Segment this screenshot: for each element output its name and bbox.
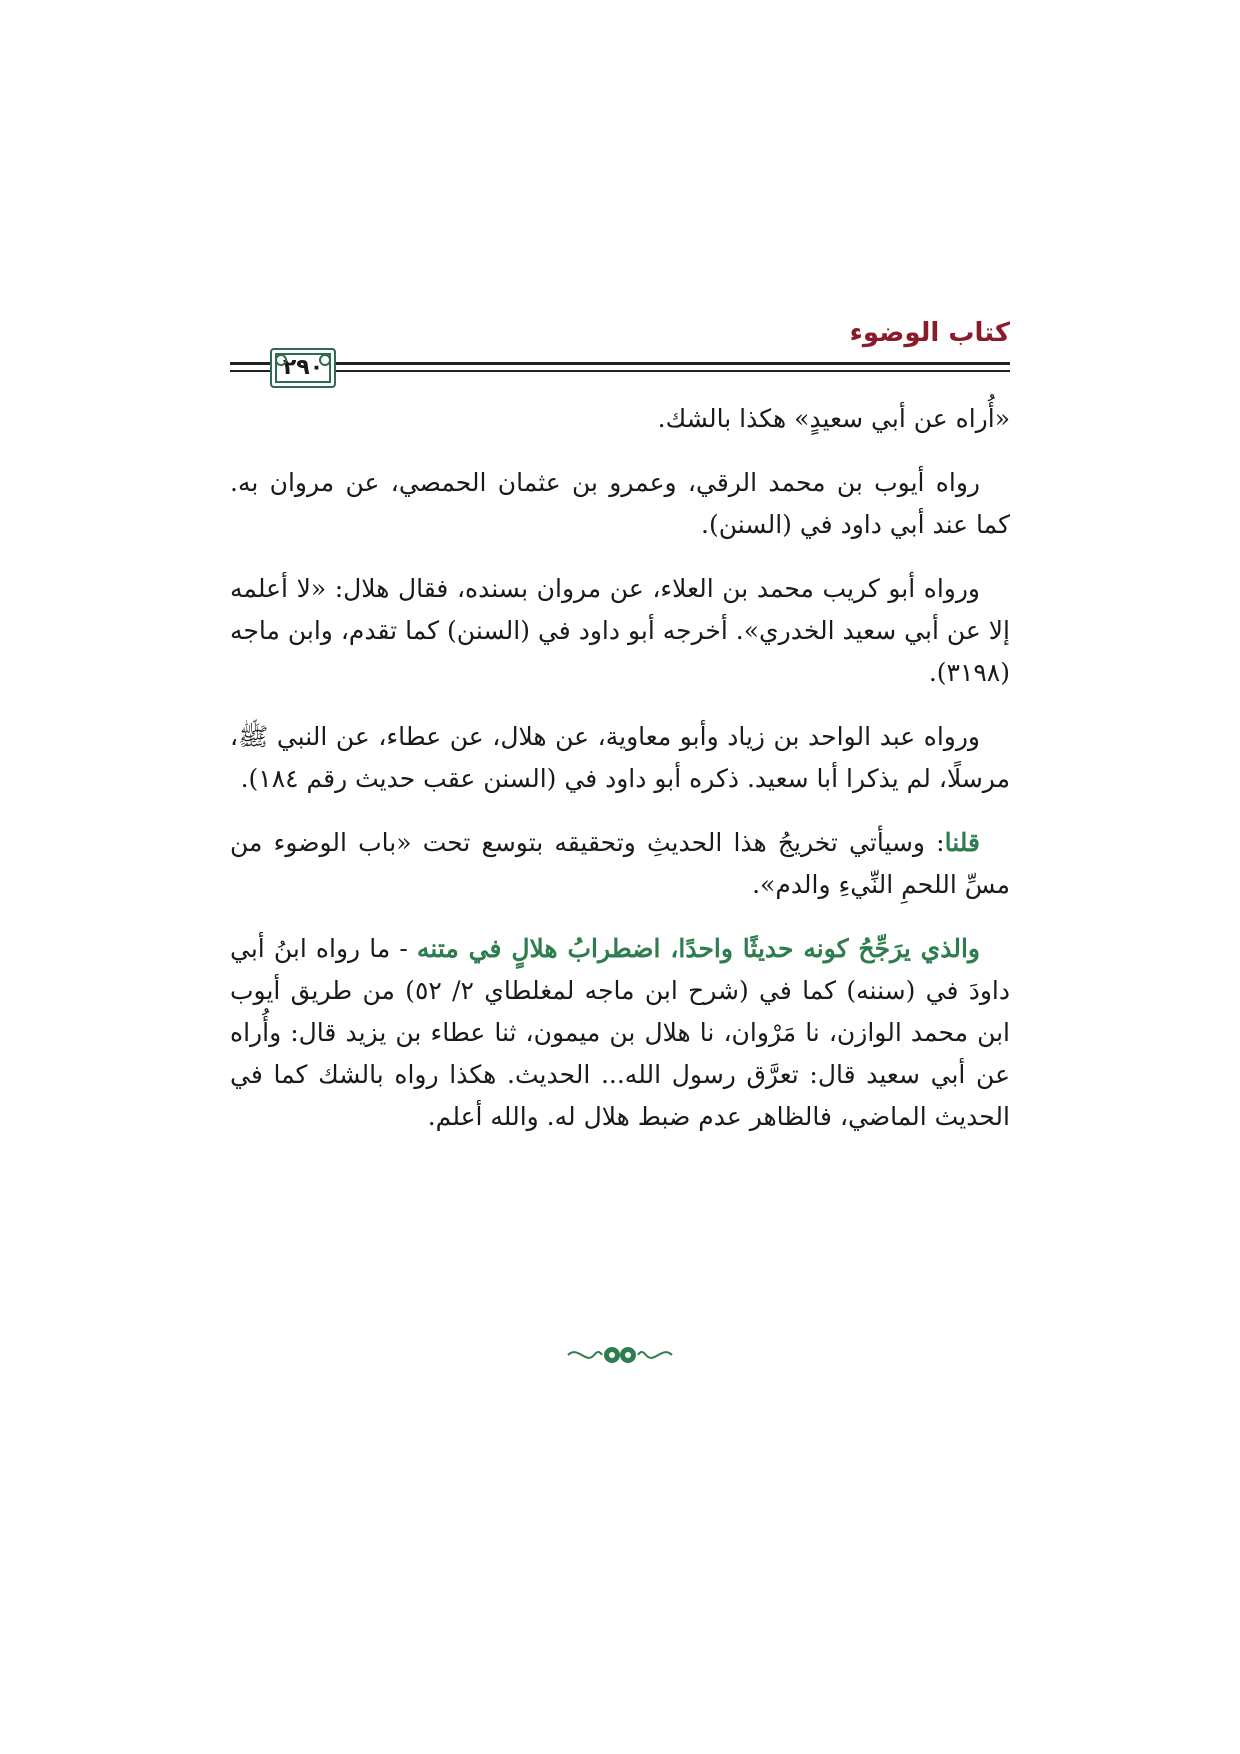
paragraph-5-lead: قلنا	[944, 828, 980, 857]
page-number-badge	[270, 348, 336, 388]
paragraph-6-text: - ما رواه ابنُ أبي داودَ في (سننه) كما في (شرح ابن ماجه لمغلطاي ٢/ ٥٢) من طريق أيوب ابن محمد الوازن، نا مَرْوان، نا هلال بن ميمون، ثنا عطاء بن يزيد قال: وأُراه عن أبي سعيد قال: تعرَّق رسول الله... الحديث. هكذا رواه بالشك كما في الحديث الماضي، فالظاهر عدم ضبط هلال له. والله أعلم.	[230, 934, 1010, 1131]
paragraph-5-text: : وسيأتي تخريجُ هذا الحديثِ وتحقيقه بتوسع تحت «باب الوضوء من مسِّ اللحمِ النِّيءِ والدم».	[230, 828, 1010, 899]
page-number: ٢٩٠	[282, 355, 324, 380]
paragraph-3: ورواه أبو كريب محمد بن العلاء، عن مروان بسنده، فقال هلال: «لا أعلمه إلا عن أبي سعيد الخدري». أخرجه أبو داود في (السنن) كما تقدم، وابن ماجه (٣١٩٨).	[230, 574, 1010, 687]
paragraph-4: ورواه عبد الواحد بن زياد وأبو معاوية، عن هلال، عن عطاء، عن النبي ﷺ، مرسلًا، لم يذكرا أبا سعيد. ذكره أبو داود في (السنن عقب حديث رقم ١٨٤).	[230, 722, 1010, 793]
paragraph-1: «أُراه عن أبي سعيدٍ» هكذا بالشك.	[657, 404, 1010, 433]
page-body	[230, 398, 1010, 1160]
page-header	[230, 318, 1010, 390]
header-rule-thin	[230, 370, 1010, 372]
paragraph-6	[230, 928, 1010, 1138]
paragraph-2: رواه أيوب بن محمد الرقي، وعمرو بن عثمان الحمصي، عن مروان به. كما عند أبي داود في (السنن).	[230, 468, 1010, 539]
paragraph-5	[230, 822, 1010, 906]
paragraph-6-lead: والذي يرَجِّحُ كونه حديثًا واحدًا، اضطرابُ هلالٍ في متنه	[416, 934, 980, 963]
ornament-divider-icon	[560, 1340, 680, 1370]
book-title: كتاب الوضوء	[849, 318, 1010, 348]
header-rule	[230, 362, 1010, 365]
